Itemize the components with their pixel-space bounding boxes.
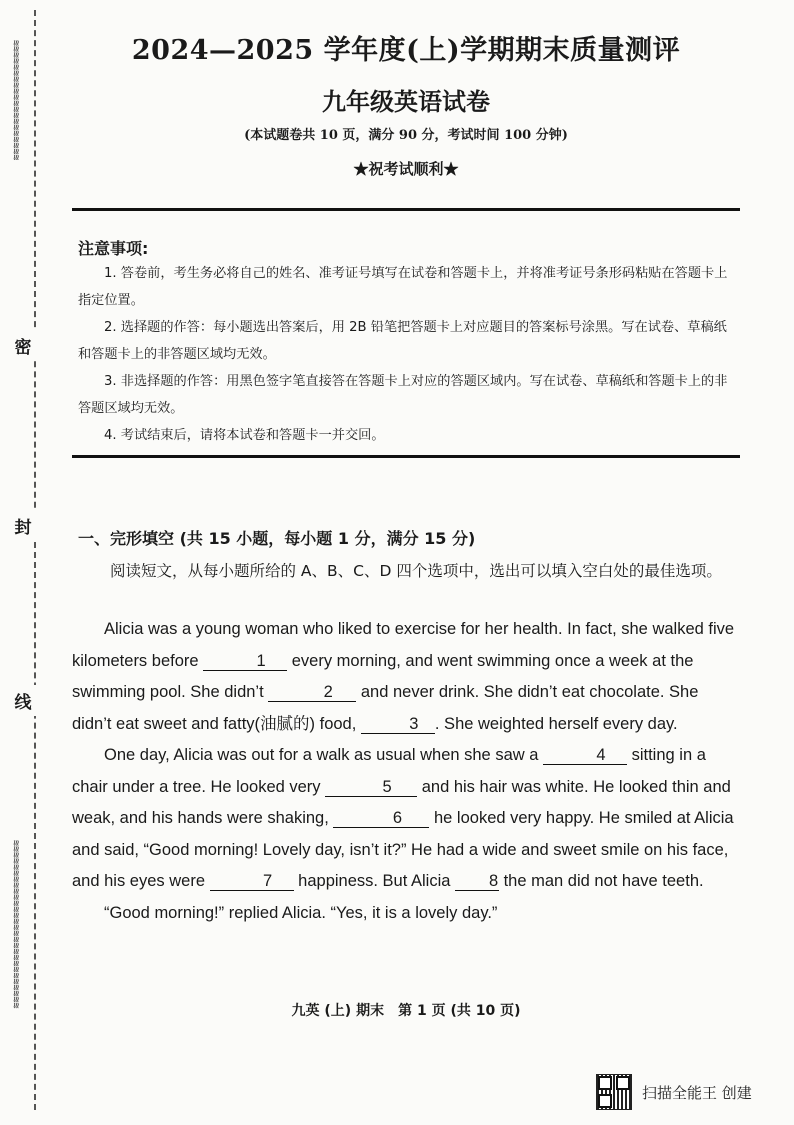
notice-divider (72, 455, 740, 458)
binding-pattern: ≋≋≋≋≋≋≋≋≋≋≋≋≋≋≋≋≋≋≋≋≋≋≋≋≋≋≋≋ (10, 840, 21, 1009)
good-luck-line: ★祝考试顺利★ (353, 160, 459, 178)
scanner-watermark (596, 1072, 752, 1112)
notice-item: 3. 非选择题的作答：用黑色签字笔直接答在答题卡上对应的答题区域内。写在试卷、草稿纸和答题卡上的非答题区域均无效。 (78, 374, 728, 416)
binding-dashed-line (34, 10, 36, 1110)
blank-5: 5 (325, 778, 417, 797)
seal-char-feng: 封 (10, 510, 36, 541)
notice-item: 1. 答卷前，考生务必将自己的姓名、准考证号填写在试卷和答题卡上，并将准考证号条形码粘贴在答题卡上指定位置。 (78, 266, 728, 308)
blank-8: 8 (455, 872, 499, 891)
binding-margin (0, 0, 60, 1125)
section-heading: 一、完形填空 (共 15 小题，每小题 1 分，满分 15 分) (78, 529, 476, 548)
blank-2: 2 (268, 683, 356, 702)
passage-paragraph: Alicia was a young woman who liked to exercise for her health. In fact, she walked five kilometers before 1 every morning, and went swimming once a week at the swimming pool. She didn’t 2 and never drink. She didn’t eat chocolate. She didn’t eat sweet and fatty(油腻的) food, 3 . She weighted herself every day. (72, 620, 735, 733)
paper-info: (本试题卷共 10 页，满分 90 分，考试时间 100 分钟) (244, 128, 568, 143)
scanner-credit: 扫描全能王 创建 (642, 1083, 752, 1102)
notice-list (78, 260, 738, 449)
blank-6: 6 (333, 809, 429, 828)
exam-title: 2024—2025 学年度(上)学期期末质量测评 (131, 35, 681, 66)
blank-4: 4 (543, 746, 627, 765)
notice-item: 2. 选择题的作答：每小题选出答案后，用 2B 铅笔把答题卡上对应题目的答案标号涂黑。写在试卷、草稿纸和答题卡上的非答题区域均无效。 (78, 320, 727, 362)
qr-code-icon (596, 1074, 632, 1110)
top-divider (72, 208, 740, 211)
passage-paragraph: One day, Alicia was out for a walk as usual when she saw a 4 sitting in a chair under a tree. He looked very 5 and his hair was white. He looked thin and weak, and his hands were shaking, 6 he looked very happy. He smiled at Alicia and said, “Good morning! Lovely day, isn’t it?” He had a wide and sweet smile on his face, and his eyes were 7 happiness. But Alicia 8 the man did not have teeth. (72, 746, 734, 890)
notice-heading: 注意事项: (78, 239, 149, 258)
seal-char-mi: 密 (10, 330, 36, 361)
binding-pattern: ≋≋≋≋≋≋≋≋≋≋≋≋≋≋≋≋≋≋≋≋ (10, 40, 21, 161)
blank-7: 7 (210, 872, 294, 891)
blank-3: 3 (361, 715, 435, 734)
cloze-passage (72, 614, 740, 929)
exam-content (72, 0, 740, 1125)
blank-1: 1 (203, 652, 287, 671)
exam-subtitle: 九年级英语试卷 (322, 87, 490, 116)
notice-item: 4. 考试结束后，请将本试卷和答题卡一并交回。 (104, 428, 385, 443)
section-instructions: 阅读短文，从每小题所给的 A、B、C、D 四个选项中，选出可以填入空白处的最佳选项。 (110, 562, 722, 580)
page-footer: 九英 (上) 期末 第 1 页 (共 10 页) (291, 1003, 521, 1019)
passage-paragraph: “Good morning!” replied Alicia. “Yes, it is a lovely day.” (104, 903, 498, 922)
seal-char-xian: 线 (10, 685, 36, 716)
